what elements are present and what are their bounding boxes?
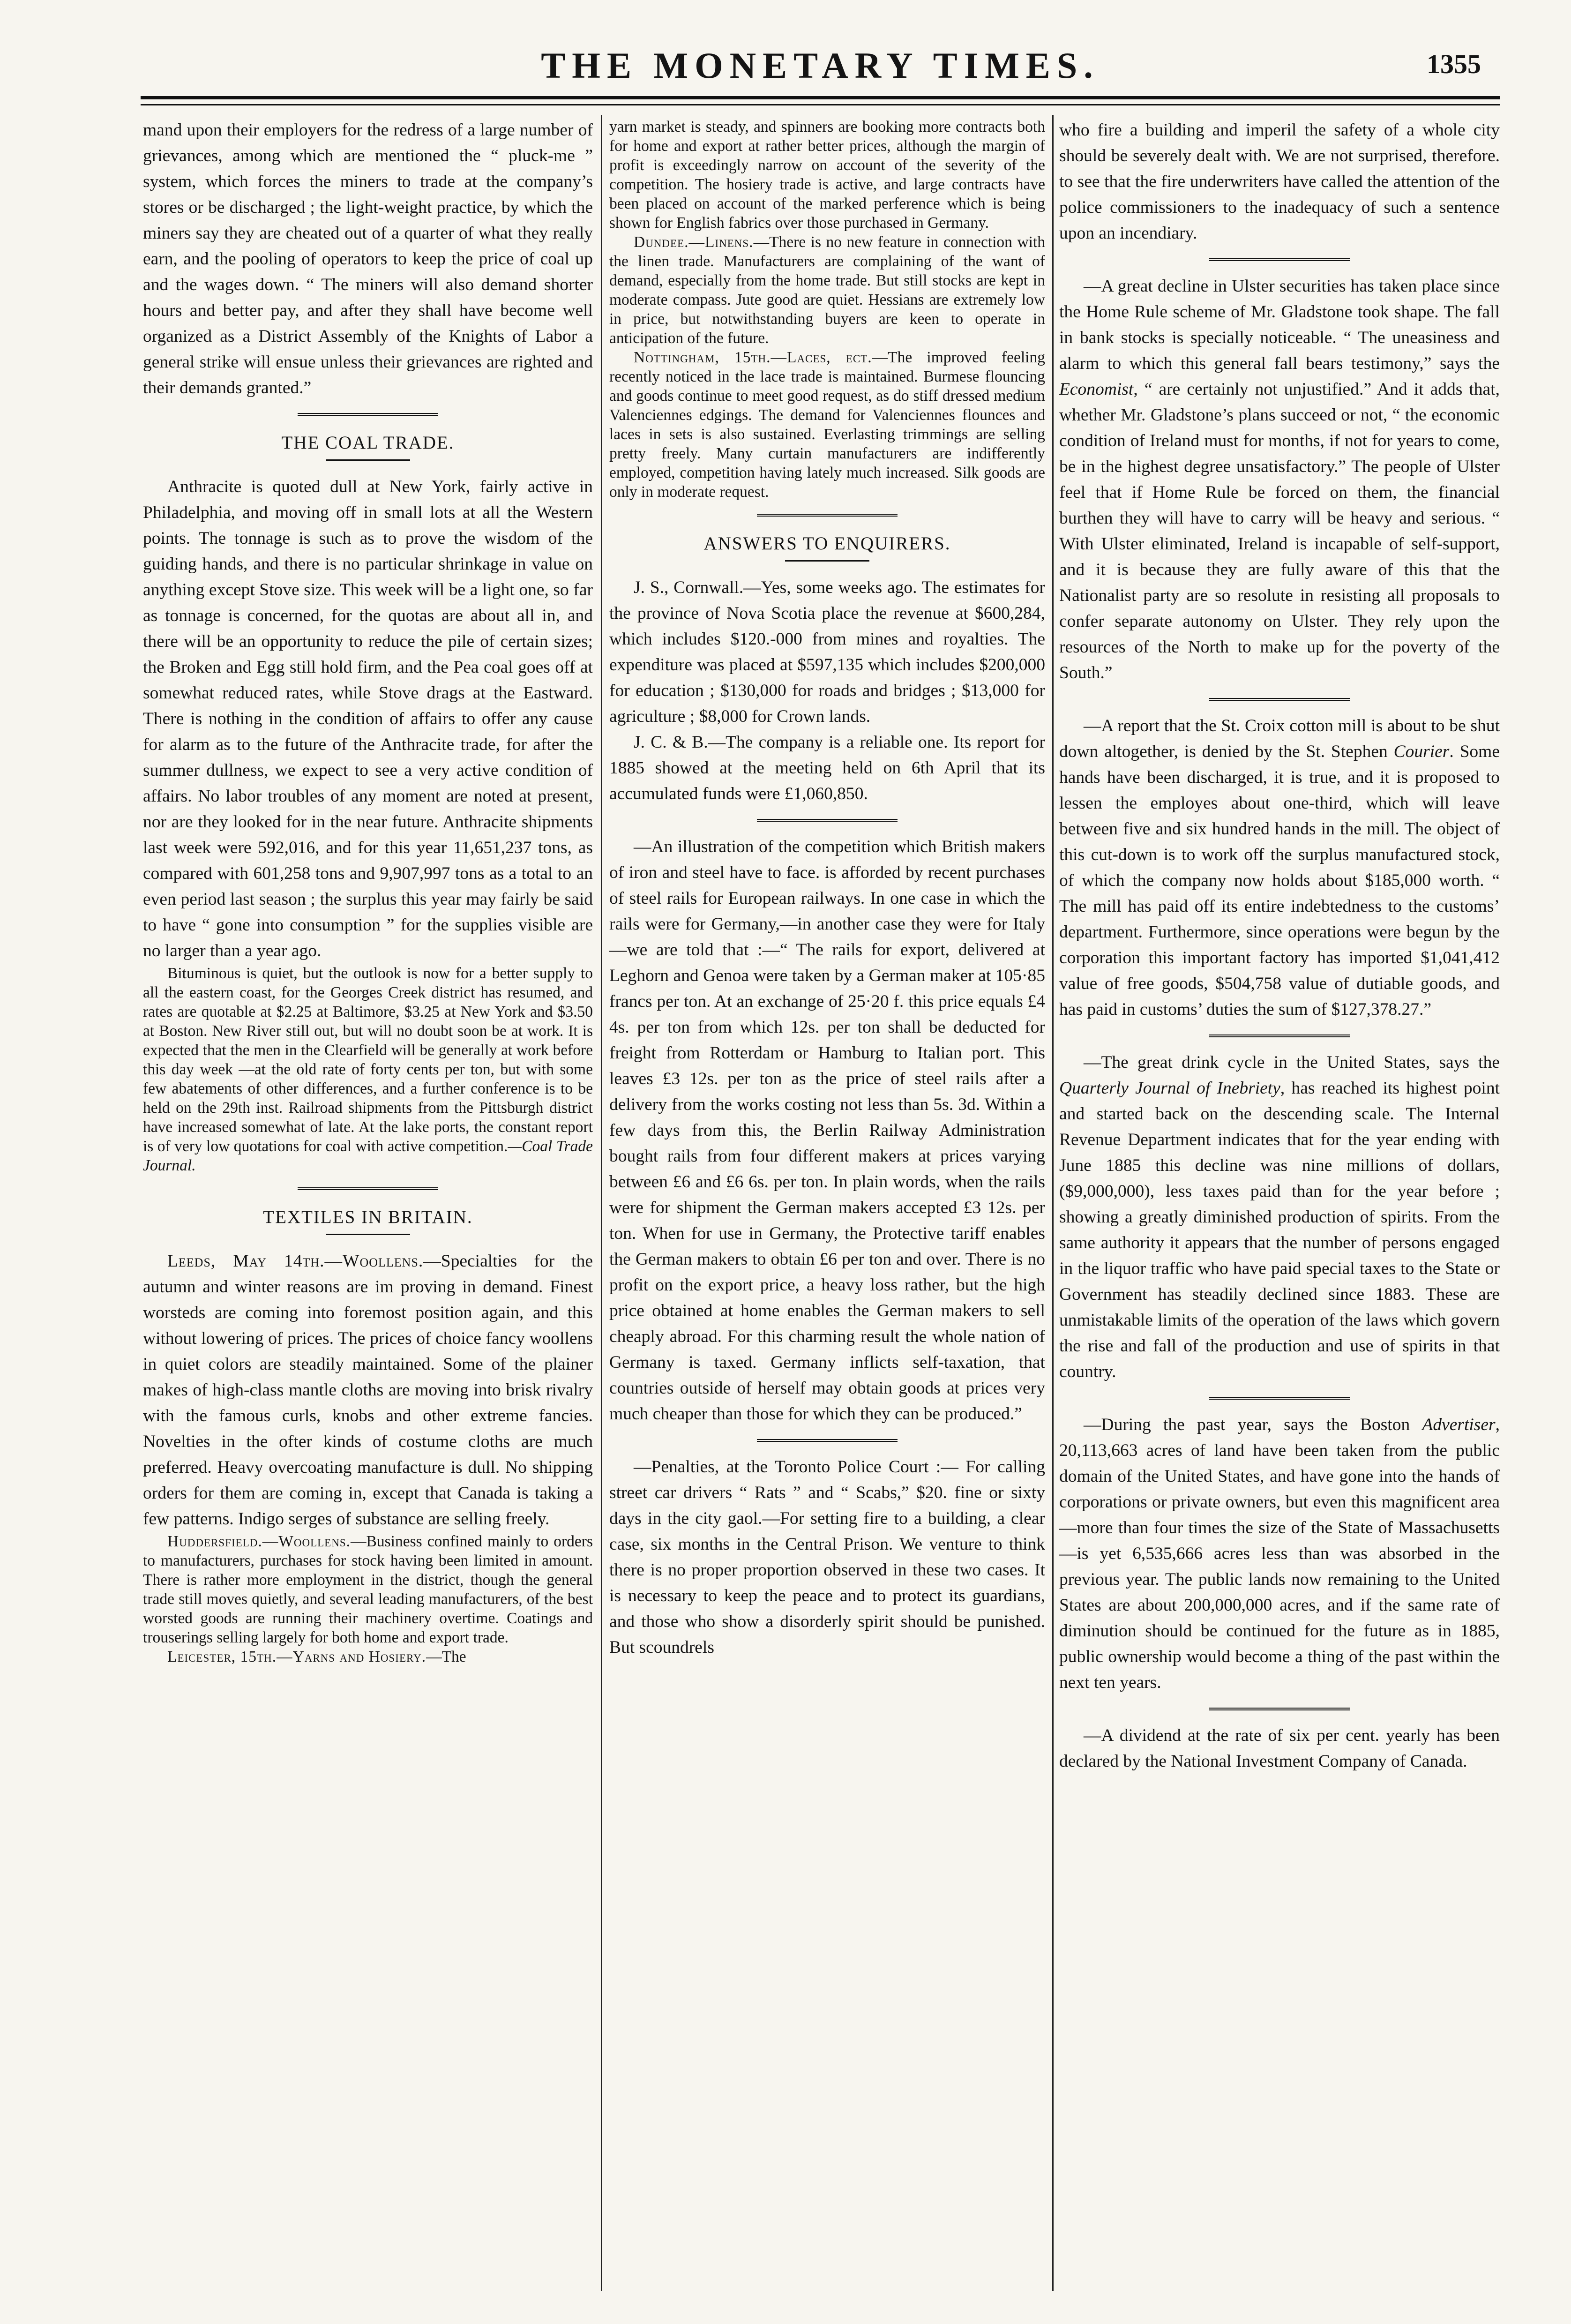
article-paragraph: J. S., Cornwall.—Yes, some weeks ago. The estimates for the province of Nova Scotia place the revenue at $600,284, which includes $120.-000 from mines and royalties. The expenditure was placed at $597,135 which includes $200,000 for education ; $130,000 for roads and bridges ; $13,000 for agriculture ; $8,000 for Crown lands.	[609, 578, 1045, 726]
article-paragraph	[143, 1248, 593, 1532]
article-paragraph	[143, 964, 593, 1175]
paragraph-text: Bituminous is quiet, but the outlook is now for a better supply to all the eastern coast, for the Georges Creek district has resumed, and rates are quotable at $2.25 at Baltimore, $3.25 at New York and $3.50 at Boston. New River still out, but will no doubt soon be at work. It is expected that the men in the Clearfield will be generally at work before this day week —at the old rate of forty cents per ton, but with some few abatements of other differences, and a further conference is to be held on the 29th inst. Railroad shipments from the Pittsburgh district have increased somewhat of late. At the lake ports, the constant report is of very low quotations for coal with active competition.	[143, 965, 593, 1155]
column-divider	[601, 115, 602, 2291]
heading-rule	[326, 1234, 410, 1235]
paragraph-text: —The	[426, 1648, 466, 1665]
paragraph-text: , 20,113,663 acres of land have been taken from the public domain of the United States, and have gone into the hands of corporations or private owners, but even this magnificent area—more than four times the size of the State of Massachusetts—is yet 6,535,666 acres less than was absorbed in the previous year. The public lands now remaining to the United States are about 200,000,000 acres, and if the same rate of diminution should be continued for the future as in 1885, public ownership would become a thing of the past within the next ten years.	[1059, 1415, 1500, 1692]
article-paragraph: —A dividend at the rate of six per cent. yearly has been declared by the National Investment Company of Canada.	[1059, 1726, 1500, 1771]
section-divider	[1209, 1035, 1350, 1037]
section-divider	[1209, 1708, 1350, 1710]
paragraph-text: , has reached its highest point and started back on the descending scale. The Internal Revenue Department indicates that for the year ending with June 1885 this decline was nine millions of dollars, ($9,000,000), less taxes paid than for the year before ; showing a greatly diminished production of spirits. From the same authority it appears that the number of persons engaged in the liquor traffic who have paid special taxes to the State or Government has steadily declined since 1883. These are unmistakable limits of the operation of the laws which govern the rise and fall of the production and use of spirits in that country.	[1059, 1079, 1500, 1381]
paragraph-text: —Specialties for the autumn and winter reasons are im proving in demand. Finest worsteds are coming into foremost position again, and this without lowering of prices. The prices of choice fancy woollens in quiet colors are steadily maintained. Some of the plainer makes of high-class mantle cloths are moving into brisk rivalry with the famous curls, knobs and other extreme fancies. Novelties in the ofter kinds of costume cloths are much preferred. Heavy overcoating manufacture is dull. No shipping orders for them are coming in, except that Canada is taking a few patterns. Indigo serges of substance are selling freely.	[143, 1252, 593, 1529]
article-paragraph	[1059, 713, 1500, 1022]
masthead-rule-thin	[141, 104, 1500, 105]
section-heading-answers: ANSWERS TO ENQUIRERS.	[703, 533, 951, 554]
newspaper-title: THE MONETARY TIMES.	[541, 45, 1100, 86]
heading-rule	[785, 560, 869, 562]
publication-name: Advertiser	[1422, 1415, 1496, 1434]
section-heading-textiles: TEXTILES IN BRITAIN.	[263, 1207, 473, 1227]
dateline: Dundee.—Linens.	[634, 233, 754, 251]
column-divider	[1052, 115, 1054, 2291]
section-divider	[1209, 258, 1350, 261]
source-citation: —Coal Trade Journal.	[143, 1138, 593, 1174]
article-paragraph: —Penalties, at the Toronto Police Court :— For calling street car drivers “ Rats ” and “ Scabs,” $20. fine or sixty days in the city gaol.—For setting fire to a building, a clear case, six months in the Central Prison. We venture to think there is no proper proportion observed in these two cases. It is necessary to keep the peace and to protect its guardians, and those who show a disorderly spirit should be punished. But scoundrels	[609, 1457, 1045, 1657]
article-paragraph: —An illustration of the competition which British makers of iron and steel have to face. is afforded by recent purchases of steel rails for European railways. In one case in which the rails were for Germany,—in another case they were for Italy—we are told that :—“ The rails for export, delivered at Leghorn and Genoa were taken by a German maker at 105·85 francs per ton. At an exchange of 25·20 f. this price equals £4 4s. per ton from which 12s. per ton shall be deducted for freight from Rotterdam or Hamburg to Italian port. This leaves £3 12s. per ton as the price of steel rails after a delivery from the works costing not less than 5s. 3d. Within a few days from this, the Berlin Railway Administration bought rails from four different makers at prices varying between £6 and £6 6s. per ton. In plain words, when the rails were for shipment the German makers accepted £3 12s. per ton. When for use in Germany, the Protective tariff enables the German makers to obtain £6 per ton and over. There is no profit on the export price, a heavy loss rather, but the high price obtained at home enables the German makers to sell cheaply abroad. For this charming result the whole nation of Germany is taxed. Germany inflicts self-taxation, that countries outside of herself may obtain goods at prices very much cheaper than those for which they can be produced.”	[609, 837, 1045, 1424]
paragraph-text: —The great drink cycle in the United States, says the	[1084, 1053, 1500, 1072]
publication-name: Economist	[1059, 380, 1134, 399]
section-divider	[1209, 1397, 1350, 1400]
article-paragraph	[1059, 1050, 1500, 1385]
article-paragraph	[609, 348, 1045, 502]
section-divider	[757, 819, 898, 822]
article-paragraph	[1059, 273, 1500, 686]
paragraph-text: —There is no new feature in connection with the linen trade. Manufacturers are complaining of the want of demand, especially from the home trade. But still stocks are kept in moderate compass. Jute good are quiet. Hessians are extremely low in price, but notwithstanding buyers are keen to operate in anticipation of the future.	[609, 233, 1045, 347]
section-heading-coal-trade: THE COAL TRADE.	[281, 433, 455, 453]
masthead-rule	[141, 96, 1500, 99]
article-paragraph	[143, 1532, 593, 1647]
dateline: Leicester, 15th.—Yarns and Hosiery.	[167, 1648, 426, 1665]
publication-name: Courier	[1393, 742, 1450, 761]
article-paragraph	[609, 232, 1045, 348]
section-divider	[298, 1187, 438, 1190]
paragraph-text: . Some hands have been discharged, it is true, and it is proposed to lessen the employes about one-third, which will leave between five and six hundred hands in the mill. The object of this cut-down is to work off the surplus manufactured stock, of which the company now holds about $185,000 worth. “ The mill has paid off its entire indebtedness to the customs’ department. Furthermore, since operations were begun by the corporation this important factory has imported $1,041,412 value of free goods, $504,758 value of dutiable goods, and has paid in customs’ duties the sum of $127,378.27.”	[1059, 742, 1500, 1019]
section-divider	[1209, 698, 1350, 701]
paragraph-text: —A great decline in Ulster securities has taken place since the Home Rule scheme of Mr. Gladstone took shape. The fall in bank stocks is specially noticeable. “ The uneasiness and alarm to which this general fall bears testimony,” says the	[1059, 277, 1500, 373]
section-divider	[298, 413, 438, 416]
paragraph-text: —The improved feeling recently noticed in the lace trade is maintained. Burmese flouncing and goods continue to meet good request, as do stiff dressed medium Valenciennes edgings. The demand for Valenciennes flounces and laces in sets is also sustained. Everlasting trimmings are selling pretty freely. Many curtain manufacturers are indifferently employed, competition having lately much increased. Silk goods are only in moderate request.	[609, 349, 1045, 501]
paragraph-text: —Business confined mainly to orders to manufacturers, purchases for stock having been limited in amount. There is rather more employment in the district, though the general trade still moves quietly, and several leading manufacturers, of the best worsted goods are running their machinery overtime. Coatings and trouserings selling largely for both home and export trade.	[143, 1533, 593, 1646]
publication-name: Quarterly Journal of Inebriety	[1059, 1079, 1280, 1098]
paragraph-text: —During the past year, says the Boston	[1084, 1415, 1422, 1434]
masthead	[141, 40, 1500, 91]
paragraph-text: , “ are certainly not unjustified.” And it adds that, whether Mr. Gladstone’s plans succeed or not, “ the economic condition of Ireland must for months, if not for years to come, be in the highest degree unsatisfactory.” The people of Ulster feel that if Home Rule be forced on them, the financial burthen they will have to carry will be heavy and serious. “ With Ulster eliminated, Ireland is incapable of self-support, and it is because they are fully aware of this that the Nationalist party are so resolute in resisting all proposals to confer separate autonomy on Ulster. They rely upon the resources of the North to make up for the poverty of the South.”	[1059, 380, 1500, 682]
article-paragraph: J. C. & B.—The company is a reliable one. Its report for 1885 showed at the meeting held on 6th April that its accumulated funds were £1,060,850.	[609, 733, 1045, 803]
section-divider	[757, 1439, 898, 1442]
dateline: Huddersfield.—Woollens.	[167, 1533, 351, 1550]
article-paragraph: yarn market is steady, and spinners are booking more contracts both for home and export at rather better prices, although the margin of profit is exceedingly narrow on account of the severity of the competition. The hosiery trade is active, and large contracts have been placed on account of the marked perference which is being shown for English fabrics over those purchased in Germany.	[609, 118, 1045, 232]
article-paragraph: mand upon their employers for the redress of a large number of grievances, among which are mentioned the “ pluck-me ” system, which forces the miners to trade at the company’s stores or be discharged ; the light-weight practice, by which the miners say they are cheated out of a quarter of what they really earn, and the pooling of operators to keep the price of coal up and the wages down. “ The miners will also demand shorter hours and better pay, and after they shall have become well organized as a District Assembly of the Knights of Labor a general strike will ensue unless their grievances are righted and their demands granted.”	[143, 120, 593, 397]
article-paragraph: Anthracite is quoted dull at New York, fairly active in Philadelphia, and moving off in small lots at all the Western points. The tonnage is such as to prove the wisdom of the guiding hands, and there is no particular shrinkage in value on anything except Stove size. This week will be a light one, so far as tonnage is concerned, for the quotas are about all in, and there will be an opportunity to reduce the pile of certain sizes; the Broken and Egg still hold firm, and the Pea coal goes off at somewhat reduced rates, while Stove drags at the Eastward. There is nothing in the condition of affairs to offer any cause for alarm as to the future of the Anthracite trade, for after the summer dullness, we expect to see a very active condition of affairs. No labor troubles of any moment are noted at present, nor are they looked for in the near future. Anthracite shipments last week were 592,016, and for this year 11,651,237 tons, as compared with 601,258 tons and 9,907,997 tons as a total to an even period last season ; the surplus this year may fairly be said to have “ gone into consumption ” for the supplies visible are no larger than a year ago.	[143, 477, 593, 960]
heading-rule	[326, 459, 410, 461]
article-paragraph	[1059, 1412, 1500, 1695]
column-3	[1059, 117, 1500, 2291]
page-number: 1355	[1427, 49, 1481, 79]
dateline: Nottingham, 15th.—Laces, ect.	[634, 349, 872, 366]
column-1	[143, 117, 593, 2291]
article-paragraph: who fire a building and imperil the safety of a whole city should be severely dealt with. We are not surprised, therefore. to see that the fire underwriters have called the attention of the police commissioners to the inadequacy of such a sentence upon an incendiary.	[1059, 120, 1500, 243]
article-paragraph	[143, 1647, 593, 1666]
paragraph-text: —A report that the St. Croix cotton mill is about to be shut down altogether, is denied by the St. Stephen	[1059, 716, 1500, 761]
dateline: Leeds, May 14th.—Woollens.	[167, 1252, 424, 1271]
column-2	[609, 117, 1045, 2291]
section-divider	[757, 514, 898, 517]
